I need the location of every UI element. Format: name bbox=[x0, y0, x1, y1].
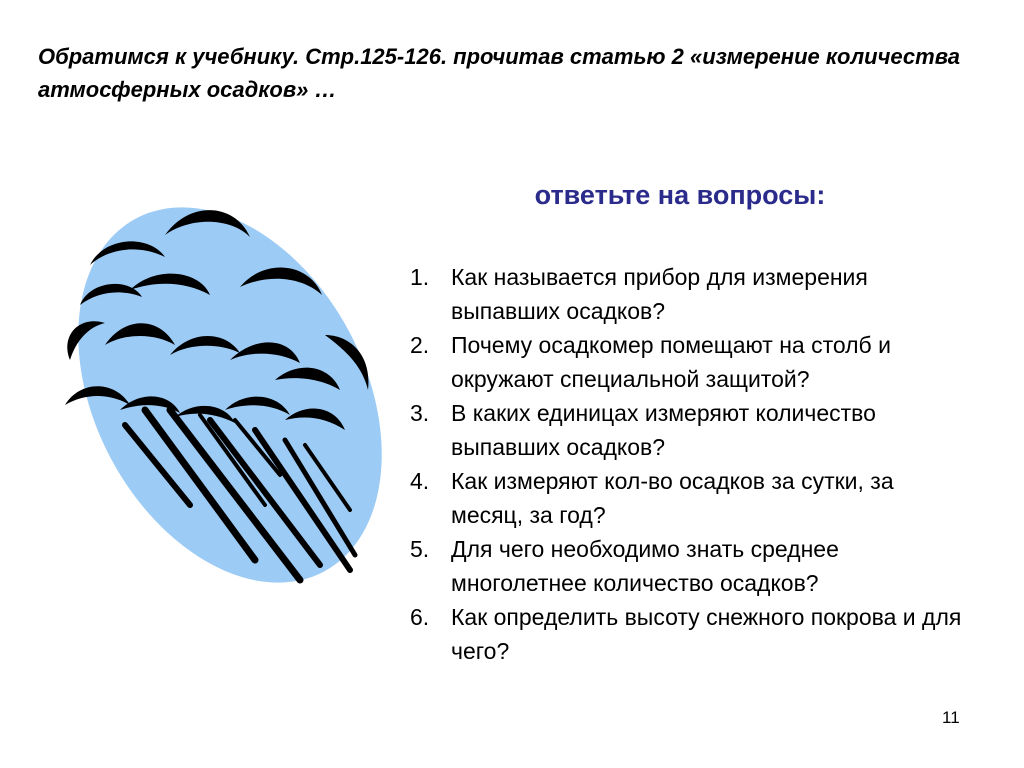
list-number: 4. bbox=[410, 468, 430, 494]
question-text: Как называется прибор для измерения выпавших осадков? bbox=[451, 264, 868, 324]
list-item bbox=[410, 532, 970, 600]
list-number: 2. bbox=[410, 332, 430, 358]
list-item bbox=[410, 328, 970, 396]
list-number: 6. bbox=[410, 604, 430, 630]
questions-list bbox=[410, 260, 970, 668]
question-text: В каких единицах измеряют количество выпавших осадков? bbox=[451, 400, 876, 460]
list-item bbox=[410, 260, 970, 328]
question-text: Для чего необходимо знать среднее многолетнее количество осадков? bbox=[451, 536, 839, 596]
subtitle: ответьте на вопросы: bbox=[534, 180, 826, 210]
page-number: 11 bbox=[942, 708, 960, 727]
rain-cloud-icon bbox=[50, 195, 400, 605]
list-item bbox=[410, 396, 970, 464]
list-number: 3. bbox=[410, 400, 430, 426]
list-number: 1. bbox=[410, 264, 430, 290]
list-item bbox=[410, 464, 970, 532]
list-number: 5. bbox=[410, 536, 430, 562]
question-text: Как измеряют кол-во осадков за сутки, за месяц, за год? bbox=[451, 468, 894, 528]
question-text: Как определить высоту снежного покрова и для чего? bbox=[451, 604, 962, 664]
slide-title: Обратимся к учебнику. Стр.125-126. прочитав статью 2 «измерение количества атмосферных осадков» … bbox=[38, 44, 960, 102]
question-text: Почему осадкомер помещают на столб и окружают специальной защитой? bbox=[451, 332, 891, 392]
list-item bbox=[410, 600, 970, 668]
